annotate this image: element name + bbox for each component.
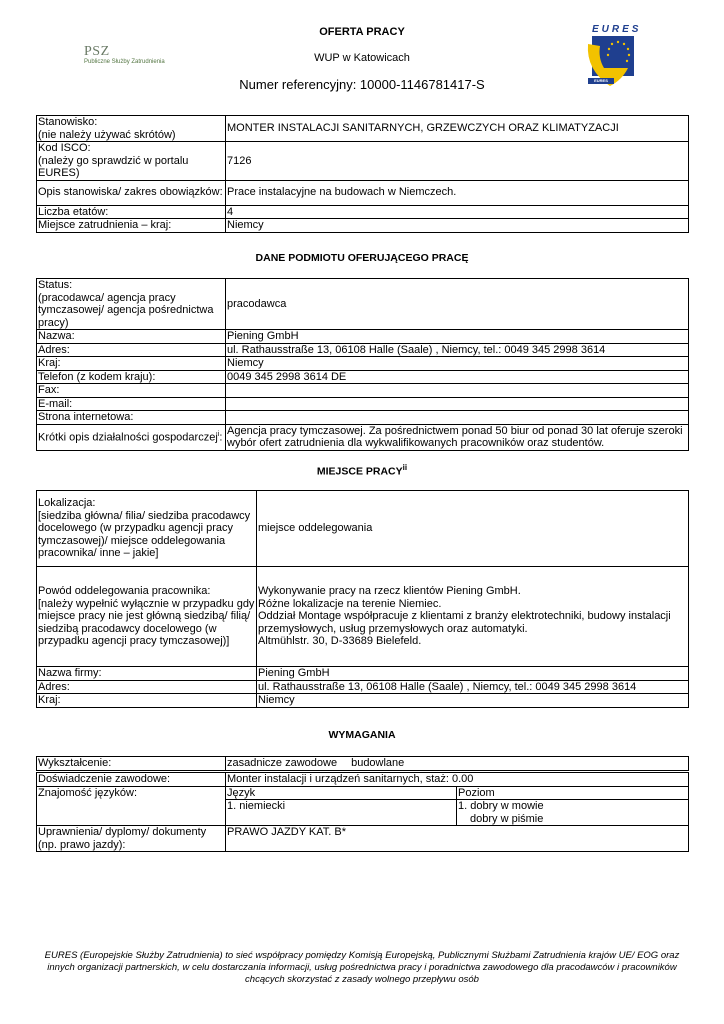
workplace-section-title-text: MIEJSCE PRACY bbox=[316, 465, 403, 478]
job-description-value: Prace instalacyjne na budowach w Niemczech. bbox=[226, 180, 689, 205]
positions-count-label: Liczba etatów: bbox=[37, 205, 226, 219]
language-name: 1. niemiecki bbox=[226, 800, 457, 826]
workplace-table bbox=[36, 490, 689, 708]
language-level bbox=[457, 800, 689, 826]
psz-logo-subtitle: Publiczne Służby Zatrudnienia bbox=[84, 58, 165, 65]
table-row bbox=[37, 384, 689, 398]
table-row bbox=[37, 330, 689, 344]
table-row bbox=[37, 491, 689, 567]
table-row bbox=[37, 116, 689, 142]
location-label: Lokalizacja: [siedziba główna/ filia/ siedziba pracodawcy docelowego (w przypadku agencji pracy tymczasowej)/ miejsce oddelegowania pracownika/ inne – jakie] bbox=[37, 491, 257, 567]
eures-badge-text: EURES bbox=[594, 78, 608, 83]
languages-label: Znajomość języków: bbox=[37, 786, 226, 826]
employment-country-value: Niemcy bbox=[226, 219, 689, 233]
employer-section-title: DANE PODMIOTU OFERUJĄCEGO PRACĘ bbox=[255, 252, 469, 264]
education-field: budowlane bbox=[351, 757, 405, 770]
table-row bbox=[37, 279, 689, 330]
office-name: WUP w Katowicach bbox=[314, 52, 410, 64]
footnote-marker: ii bbox=[402, 463, 408, 472]
employment-country-label: Miejsce zatrudnienia – kraj: bbox=[37, 219, 226, 233]
employer-name-label: Nazwa: bbox=[37, 330, 226, 344]
education-value bbox=[226, 757, 689, 771]
workplace-address-label: Adres: bbox=[37, 680, 257, 694]
table-row bbox=[37, 142, 689, 181]
employer-email-value bbox=[226, 397, 689, 411]
table-row bbox=[37, 826, 689, 852]
job-description-label: Opis stanowiska/ zakres obowiązków: bbox=[37, 180, 226, 205]
workplace-country-label: Kraj: bbox=[37, 694, 257, 708]
table-row bbox=[37, 694, 689, 708]
positions-count-value: 4 bbox=[226, 205, 689, 219]
employer-address-value: ul. Rathausstraße 13, 06108 Halle (Saale) , Niemcy, tel.: 0049 345 2998 3614 bbox=[226, 343, 689, 357]
experience-value: Monter instalacji i urządzeń sanitarnych, staż: 0.00 bbox=[226, 773, 689, 787]
business-description-label bbox=[37, 424, 226, 450]
business-description-label-text: Krótki opis działalności gospodarczej bbox=[38, 432, 218, 445]
table-row bbox=[37, 680, 689, 694]
company-name-label: Nazwa firmy: bbox=[37, 667, 257, 681]
language-level-speaking: 1. dobry w mowie bbox=[458, 800, 544, 812]
employer-phone-value: 0049 345 2998 3614 DE bbox=[226, 370, 689, 384]
experience-label: Doświadczenie zawodowe: bbox=[37, 773, 226, 787]
employer-email-label: E-mail: bbox=[37, 397, 226, 411]
table-row bbox=[37, 180, 689, 205]
table-row bbox=[37, 757, 689, 771]
experience-languages-table bbox=[36, 772, 689, 852]
table-row bbox=[37, 205, 689, 219]
table-row bbox=[37, 397, 689, 411]
licenses-label: Uprawnienia/ dyplomy/ dokumenty (np. prawo jazdy): bbox=[37, 826, 226, 852]
employer-status-value: pracodawca bbox=[226, 279, 689, 330]
workplace-section-title bbox=[0, 462, 724, 478]
education-table bbox=[36, 756, 689, 771]
level-column-header: Poziom bbox=[457, 786, 689, 800]
table-row bbox=[37, 370, 689, 384]
job-table bbox=[36, 115, 689, 233]
table-row bbox=[37, 411, 689, 425]
label-suffix: : bbox=[219, 432, 223, 445]
job-title-value: MONTER INSTALACJI SANITARNYCH, GRZEWCZYCH ORAZ KLIMATYZACJI bbox=[226, 116, 689, 142]
employer-website-label: Strona internetowa: bbox=[37, 411, 226, 425]
business-description-value: Agencja pracy tymczasowej. Za pośrednictwem ponad 50 biur od ponad 30 lat oferuje szeroki wybór ofert zatrudnienia dla wykwalifikowanych pracowników oraz studentów. bbox=[226, 424, 689, 450]
workplace-address-value: ul. Rathausstraße 13, 06108 Halle (Saale) , Niemcy, tel.: 0049 345 2998 3614 bbox=[257, 680, 689, 694]
language-column-header: Język bbox=[226, 786, 457, 800]
psz-logo-text: PSZ bbox=[84, 44, 110, 59]
employer-status-label: Status: (pracodawca/ agencja pracy tymczasowej/ agencja pośrednictwa pracy) bbox=[37, 279, 226, 330]
location-value: miejsce oddelegowania bbox=[257, 491, 689, 567]
footnote-marker: i bbox=[217, 431, 220, 439]
company-name-value: Piening GmbH bbox=[257, 667, 689, 681]
employer-fax-label: Fax: bbox=[37, 384, 226, 398]
table-row bbox=[37, 567, 689, 667]
eures-logo bbox=[584, 24, 640, 94]
employer-address-label: Adres: bbox=[37, 343, 226, 357]
reference-number: Numer referencyjny: 10000-1146781417-S bbox=[239, 77, 485, 92]
employer-country-label: Kraj: bbox=[37, 357, 226, 371]
table-row bbox=[37, 773, 689, 787]
workplace-country-value: Niemcy bbox=[257, 694, 689, 708]
education-label: Wykształcenie: bbox=[37, 757, 226, 771]
table-row bbox=[37, 343, 689, 357]
employer-name-value: Piening GmbH bbox=[226, 330, 689, 344]
employer-phone-label: Telefon (z kodem kraju): bbox=[37, 370, 226, 384]
education-level: zasadnicze zawodowe bbox=[227, 757, 338, 770]
table-row bbox=[37, 667, 689, 681]
table-row bbox=[37, 786, 689, 800]
isco-value: 7126 bbox=[226, 142, 689, 181]
secondment-reason-value: Wykonywanie pracy na rzecz klientów Piening GmbH. Różne lokalizacje na terenie Niemiec. Oddział Montage współpracuje z klientami z branży elektrotechniki, budowy instalacji przemysłowych, usług przemysłowych oraz automatyki. Altmühlstr. 30, D-33689 Bielefeld. bbox=[257, 567, 689, 667]
psz-logo bbox=[84, 46, 194, 70]
job-title-label: Stanowisko: (nie należy używać skrótów) bbox=[37, 116, 226, 142]
employer-website-value bbox=[226, 411, 689, 425]
table-row bbox=[37, 424, 689, 450]
employer-country-value: Niemcy bbox=[226, 357, 689, 371]
table-row bbox=[37, 219, 689, 233]
employer-table bbox=[36, 278, 689, 451]
document-title: OFERTA PRACY bbox=[319, 26, 405, 38]
employer-fax-value bbox=[226, 384, 689, 398]
eures-logo-text: EURES bbox=[592, 24, 642, 35]
secondment-reason-label: Powód oddelegowania pracownika: [należy wypełnić wyłącznie w przypadku gdy miejsce pracy nie jest główną siedzibą/ filią/ siedzibą pracodawcy docelowego (w przypadku agencji pracy tymczasowej)] bbox=[37, 567, 257, 667]
isco-label: Kod ISCO: (należy go sprawdzić w portalu EURES) bbox=[37, 142, 226, 181]
licenses-value: PRAWO JAZDY KAT. B* bbox=[226, 826, 689, 852]
requirements-section-title: WYMAGANIA bbox=[328, 729, 396, 741]
footer-note: EURES (Europejskie Służby Zatrudnienia) to sieć współpracy pomiędzy Komisją Europejską, Publicznymi Służbami Zatrudnienia krajów UE/ EOG oraz innych organizacji partnerskich, w celu dostarczania informacji, usług pośrednictwa pracy i poradnictwa zawodowego dla pracodawców i pracowników chcących skorzystać z zasady wolnego przepływu osób bbox=[44, 950, 680, 985]
table-row bbox=[37, 357, 689, 371]
language-level-writing: dobry w piśmie bbox=[470, 812, 544, 825]
